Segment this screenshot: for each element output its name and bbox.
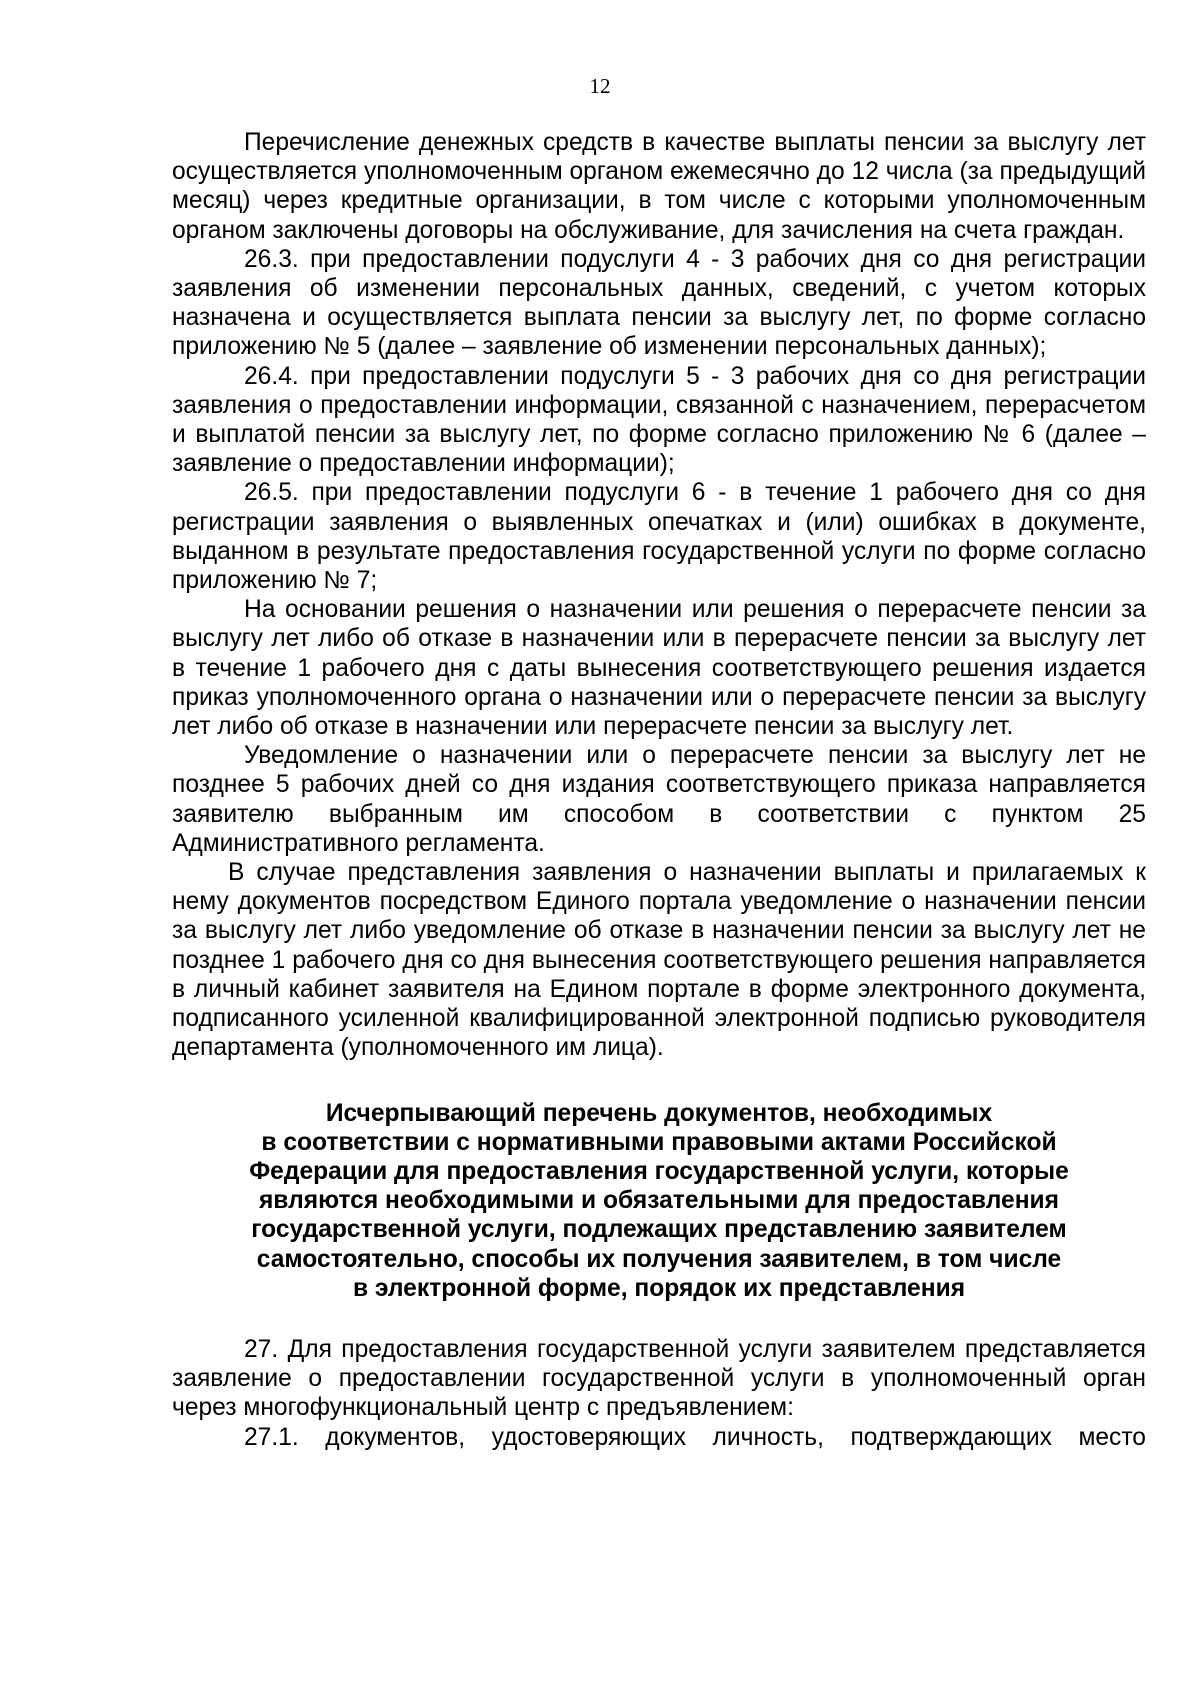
paragraph-order-issuance: На основании решения о назначении или решения о перерасчете пенсии за выслугу лет либо об отказе в назначении или в перерасчете пенсии за выслугу лет в течение 1 рабочего дня с даты вынесения соответствующего решения издается приказ уполномоченного органа о назначении или о перерасчете пенсии за выслугу лет либо об отказе в назначении или перерасчете пенсии за выслугу лет. [172,596,1146,741]
paragraph-27: 27. Для предоставления государственной услуги заявителем представляется заявление о предоставлении государственной услуги в уполномоченный орган через многофункциональный центр с предъявлением: [172,1335,1146,1422]
heading-line: самостоятельно, способы их получения заявителем, в том числе [256,1245,1062,1273]
paragraph-26-3: 26.3. при предоставлении подуслуги 4 - 3 рабочих дня со дня регистрации заявления об изменении персональных данных, сведений, с учетом которых назначена и осуществляется выплата пенсии за выслугу лет, по форме согласно приложению № 5 (далее – заявление об изменении персональных данных); [172,245,1146,361]
paragraph-27-1: 27.1. документов, удостоверяющих личность, подтверждающих место [244,1423,1146,1451]
document-body [172,128,1146,1452]
paragraph-notification: Уведомление о назначении или о перерасчете пенсии за выслугу лет не позднее 5 рабочих дней со дня издания соответствующего приказа направляется заявителю выбранным им способом в соответствии с пунктом 25 Административного регламента. [172,742,1146,857]
paragraph-26-5: 26.5. при предоставлении подуслуги 6 - в течение 1 рабочего дня со дня регистрации заявления о выявленных опечатках и (или) ошибках в документе, выданном в результате предоставления государственной услуги по форме согласно приложению № 7; [172,479,1146,595]
paragraph-26-4: 26.4. при предоставлении подуслуги 5 - 3 рабочих дня со дня регистрации заявления о предоставлении информации, связанной с назначением, перерасчетом и выплатой пенсии за выслугу лет, по форме согласно приложению № 6 (далее – заявление о предоставлении информации); [172,362,1146,478]
heading-line: являются необходимыми и обязательными для предоставления [258,1187,1060,1215]
page-number: 12 [589,74,611,98]
section-heading [172,1099,1146,1303]
heading-line: государственной услуги, подлежащих представлению заявителем [251,1216,1067,1244]
paragraph-payment-transfer: Перечисление денежных средств в качестве выплаты пенсии за выслугу лет осуществляется уполномоченным органом ежемесячно до 12 числа (за предыдущий месяц) через кредитные организации, в том числе с которыми уполномоченным органом заключены договоры на обслуживание, для зачисления на счета граждан. [172,129,1146,244]
heading-line: в соответствии с нормативными правовыми актами Российской [261,1128,1057,1156]
heading-line: в электронной форме, порядок их представления [352,1274,966,1302]
heading-line: Федерации для предоставления государственной услуги, которые [249,1157,1069,1185]
paragraph-portal-notification: В случае представления заявления о назначении выплаты и прилагаемых к нему документов посредством Единого портала уведомление о назначении пенсии за выслугу лет либо уведомление об отказе в назначении пенсии за выслугу лет не позднее 1 рабочего дня со дня вынесения соответствующего решения направляется в личный кабинет заявителя на Едином портале в форме электронного документа, подписанного усиленной квалифицированной электронной подписью руководителя департамента (уполномоченного им лица). [172,859,1146,1062]
heading-line: Исчерпывающий перечень документов, необходимых [325,1099,993,1127]
